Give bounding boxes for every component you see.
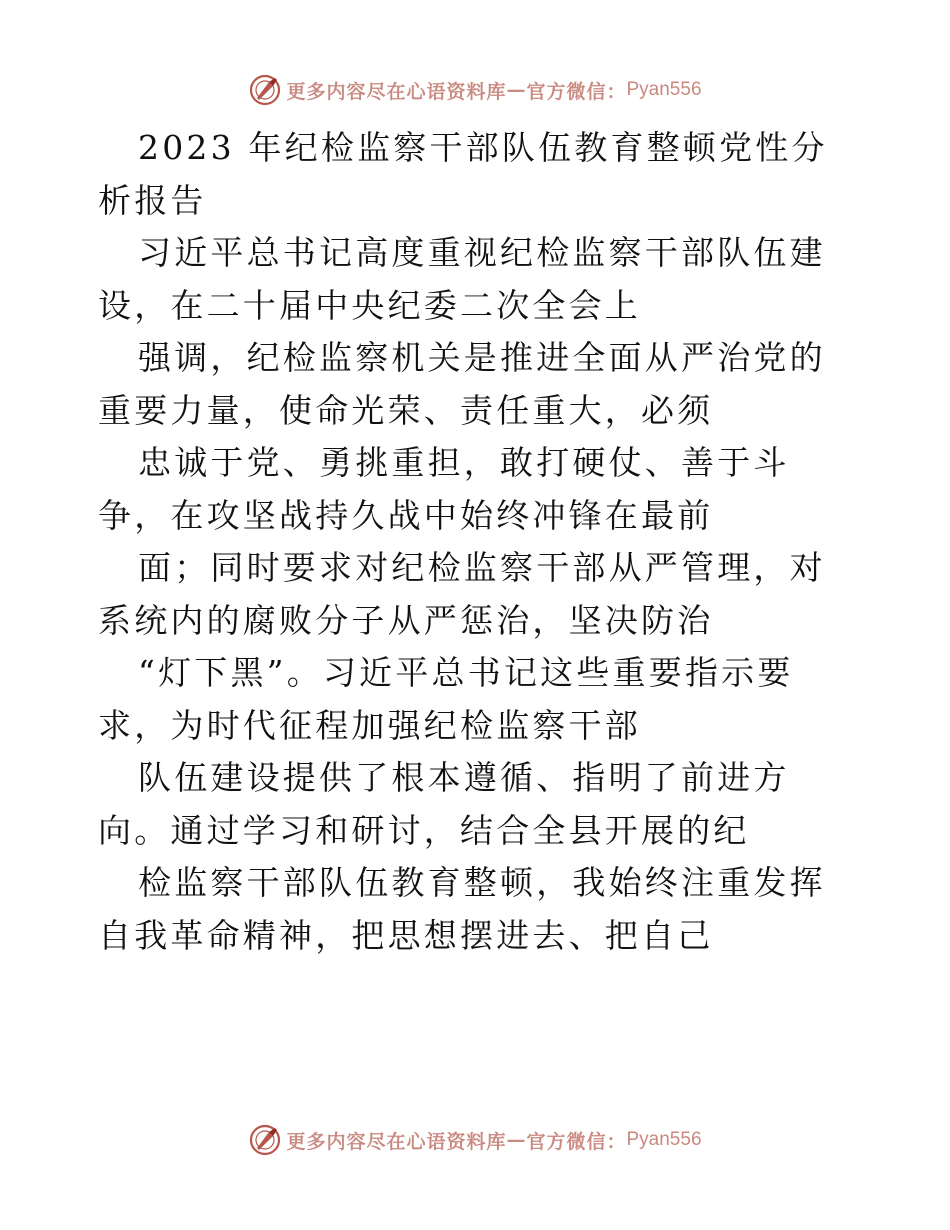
watermark-brand: 更多内容尽在心语资料库	[286, 1130, 507, 1153]
watermark-brand: 更多内容尽在心语资料库	[286, 80, 507, 103]
watermark-wechat-id: Pyan556	[626, 79, 702, 100]
pen-nib-logo-icon	[248, 73, 282, 107]
header-watermark	[0, 70, 950, 110]
paragraph: “灯下黑”。习近平总书记这些重要指示要求，为时代征程加强纪检监察干部	[98, 653, 794, 745]
paragraph: 忠诚于党、勇挑重担，敢打硬仗、善于斗争，在攻坚战持久战中始终冲锋在最前	[98, 443, 790, 535]
watermark-dash: —	[506, 79, 527, 101]
pen-nib-logo-icon	[248, 1123, 282, 1157]
watermark-wechat-id: Pyan556	[626, 1129, 702, 1150]
paragraph: 习近平总书记高度重视纪检监察干部队伍建设，在二十届中央纪委二次全会上	[98, 233, 826, 325]
watermark-label: 官方微信：	[526, 80, 627, 103]
watermark-label: 官方微信：	[526, 1130, 627, 1153]
watermark-dash: —	[506, 1129, 527, 1151]
document-body	[98, 122, 858, 962]
paragraph: 面；同时要求对纪检监察干部从严管理，对系统内的腐败分子从严惩治，坚决防治	[98, 548, 826, 640]
document-title: 2023 年纪检监察干部队伍教育整顿党性分析报告	[98, 128, 828, 220]
paragraph: 检监察干部队伍教育整顿，我始终注重发挥自我革命精神，把思想摆进去、把自己	[98, 863, 826, 955]
paragraph: 强调，纪检监察机关是推进全面从严治党的重要力量，使命光荣、责任重大，必须	[98, 338, 826, 430]
paragraph: 队伍建设提供了根本遵循、指明了前进方向。通过学习和研讨，结合全县开展的纪	[98, 758, 790, 850]
footer-watermark	[0, 1120, 950, 1160]
